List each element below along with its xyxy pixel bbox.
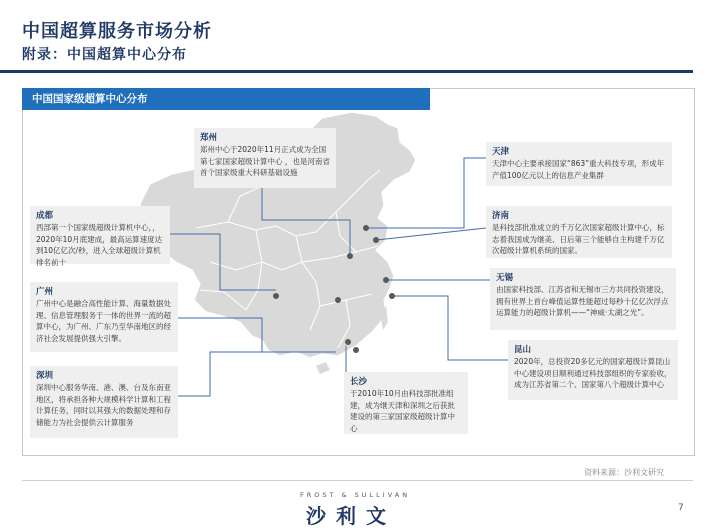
page-subtitle: 附录：中国超算中心分布	[22, 47, 187, 63]
connector-jinan	[376, 228, 486, 240]
card-guangzhou	[30, 282, 178, 352]
card-name: 昆山	[514, 345, 532, 355]
footer-divider	[22, 480, 693, 481]
marker-kunshan	[389, 293, 395, 299]
card-desc: 西部第一个国家级超级计算机中心，，2020年10月底建成，最高运算速度达到10亿亿次/秒，进入全球超级计算机排名前十	[36, 223, 163, 267]
card-desc: 广州中心是融合高性能计算、海量数据处理、信息管理服务于一体的世界一流的超算中心，为广州、广东乃至华南地区的经济社会发展提供强大引擎。	[36, 299, 171, 343]
card-name: 深圳	[36, 371, 54, 381]
card-desc: 深圳中心服务华南、港、澳、台及东南亚地区，将承担各种大规模科学计算和工程计算任务，同时以其强大的数据处理和存储能力为社会提供云计算服务	[36, 383, 171, 427]
marker-jinan	[373, 237, 379, 243]
card-name: 无锡	[496, 273, 514, 283]
card-tianjin	[486, 142, 672, 186]
marker-tianjin	[363, 225, 369, 231]
brand-logo: 沙利文	[306, 504, 396, 528]
brand-small-text: FROST & SULLIVAN	[300, 491, 411, 499]
card-desc: 天津中心主要承接国家“863”重大科技专项，形成年产值100亿元以上的信息产业集群	[492, 159, 665, 180]
source-note: 资料来源：沙利文研究	[584, 468, 664, 477]
page-number: 7	[678, 503, 684, 513]
card-desc: 是科技部批准成立的千万亿次国家超级计算中心，标志着我国成为继美、日后第三个能够自主构建千万亿次超级计算机系统的国家。	[492, 223, 665, 255]
card-name: 广州	[36, 287, 54, 297]
card-name: 郑州	[200, 133, 218, 143]
card-desc: 于2010年10月由科技部批准组建，成为继天津和深圳之后获批建设的第三家国家级超级计算中心	[350, 389, 455, 433]
marker-changsha	[335, 297, 341, 303]
marker-guangzhou	[345, 339, 351, 345]
card-jinan	[486, 206, 672, 258]
connector-shenzhen	[178, 352, 262, 396]
marker-chengdu	[273, 293, 279, 299]
card-name: 长沙	[350, 377, 368, 387]
card-name: 天津	[492, 147, 510, 157]
card-name: 成都	[36, 211, 54, 221]
marker-zhengzhou	[347, 253, 353, 259]
hainan-shape	[316, 362, 330, 374]
card-zhengzhou	[194, 128, 336, 188]
panel-title: 中国国家级超算中心分布	[22, 88, 430, 110]
card-desc: 由国家科技部、江苏省和无锡市三方共同投资建设，拥有世界上首台峰值运算性能超过每秒十亿亿次浮点运算能力的超级计算机——“神威·太湖之光”。	[496, 285, 669, 317]
page-title: 中国超算服务市场分析	[22, 21, 212, 42]
card-shenzhen	[30, 366, 178, 438]
card-desc: 郑州中心于2020年11月正式成为全国第七家国家超级计算中心 ，也是河南省首个国家级重大科研基础设施	[200, 145, 330, 177]
card-changsha	[344, 372, 468, 434]
card-name: 济南	[492, 211, 510, 221]
marker-shenzhen	[353, 347, 359, 353]
card-kunshan	[508, 340, 678, 400]
card-desc: 2020年，总投资20多亿元的国家超级计算昆山中心建设项目顺利通过科技部组织的专家验收，成为江苏省第二个、国家第八个超级计算中心	[514, 357, 672, 389]
marker-wuxi	[383, 277, 389, 283]
card-chengdu	[30, 206, 170, 267]
card-wuxi	[490, 268, 676, 330]
